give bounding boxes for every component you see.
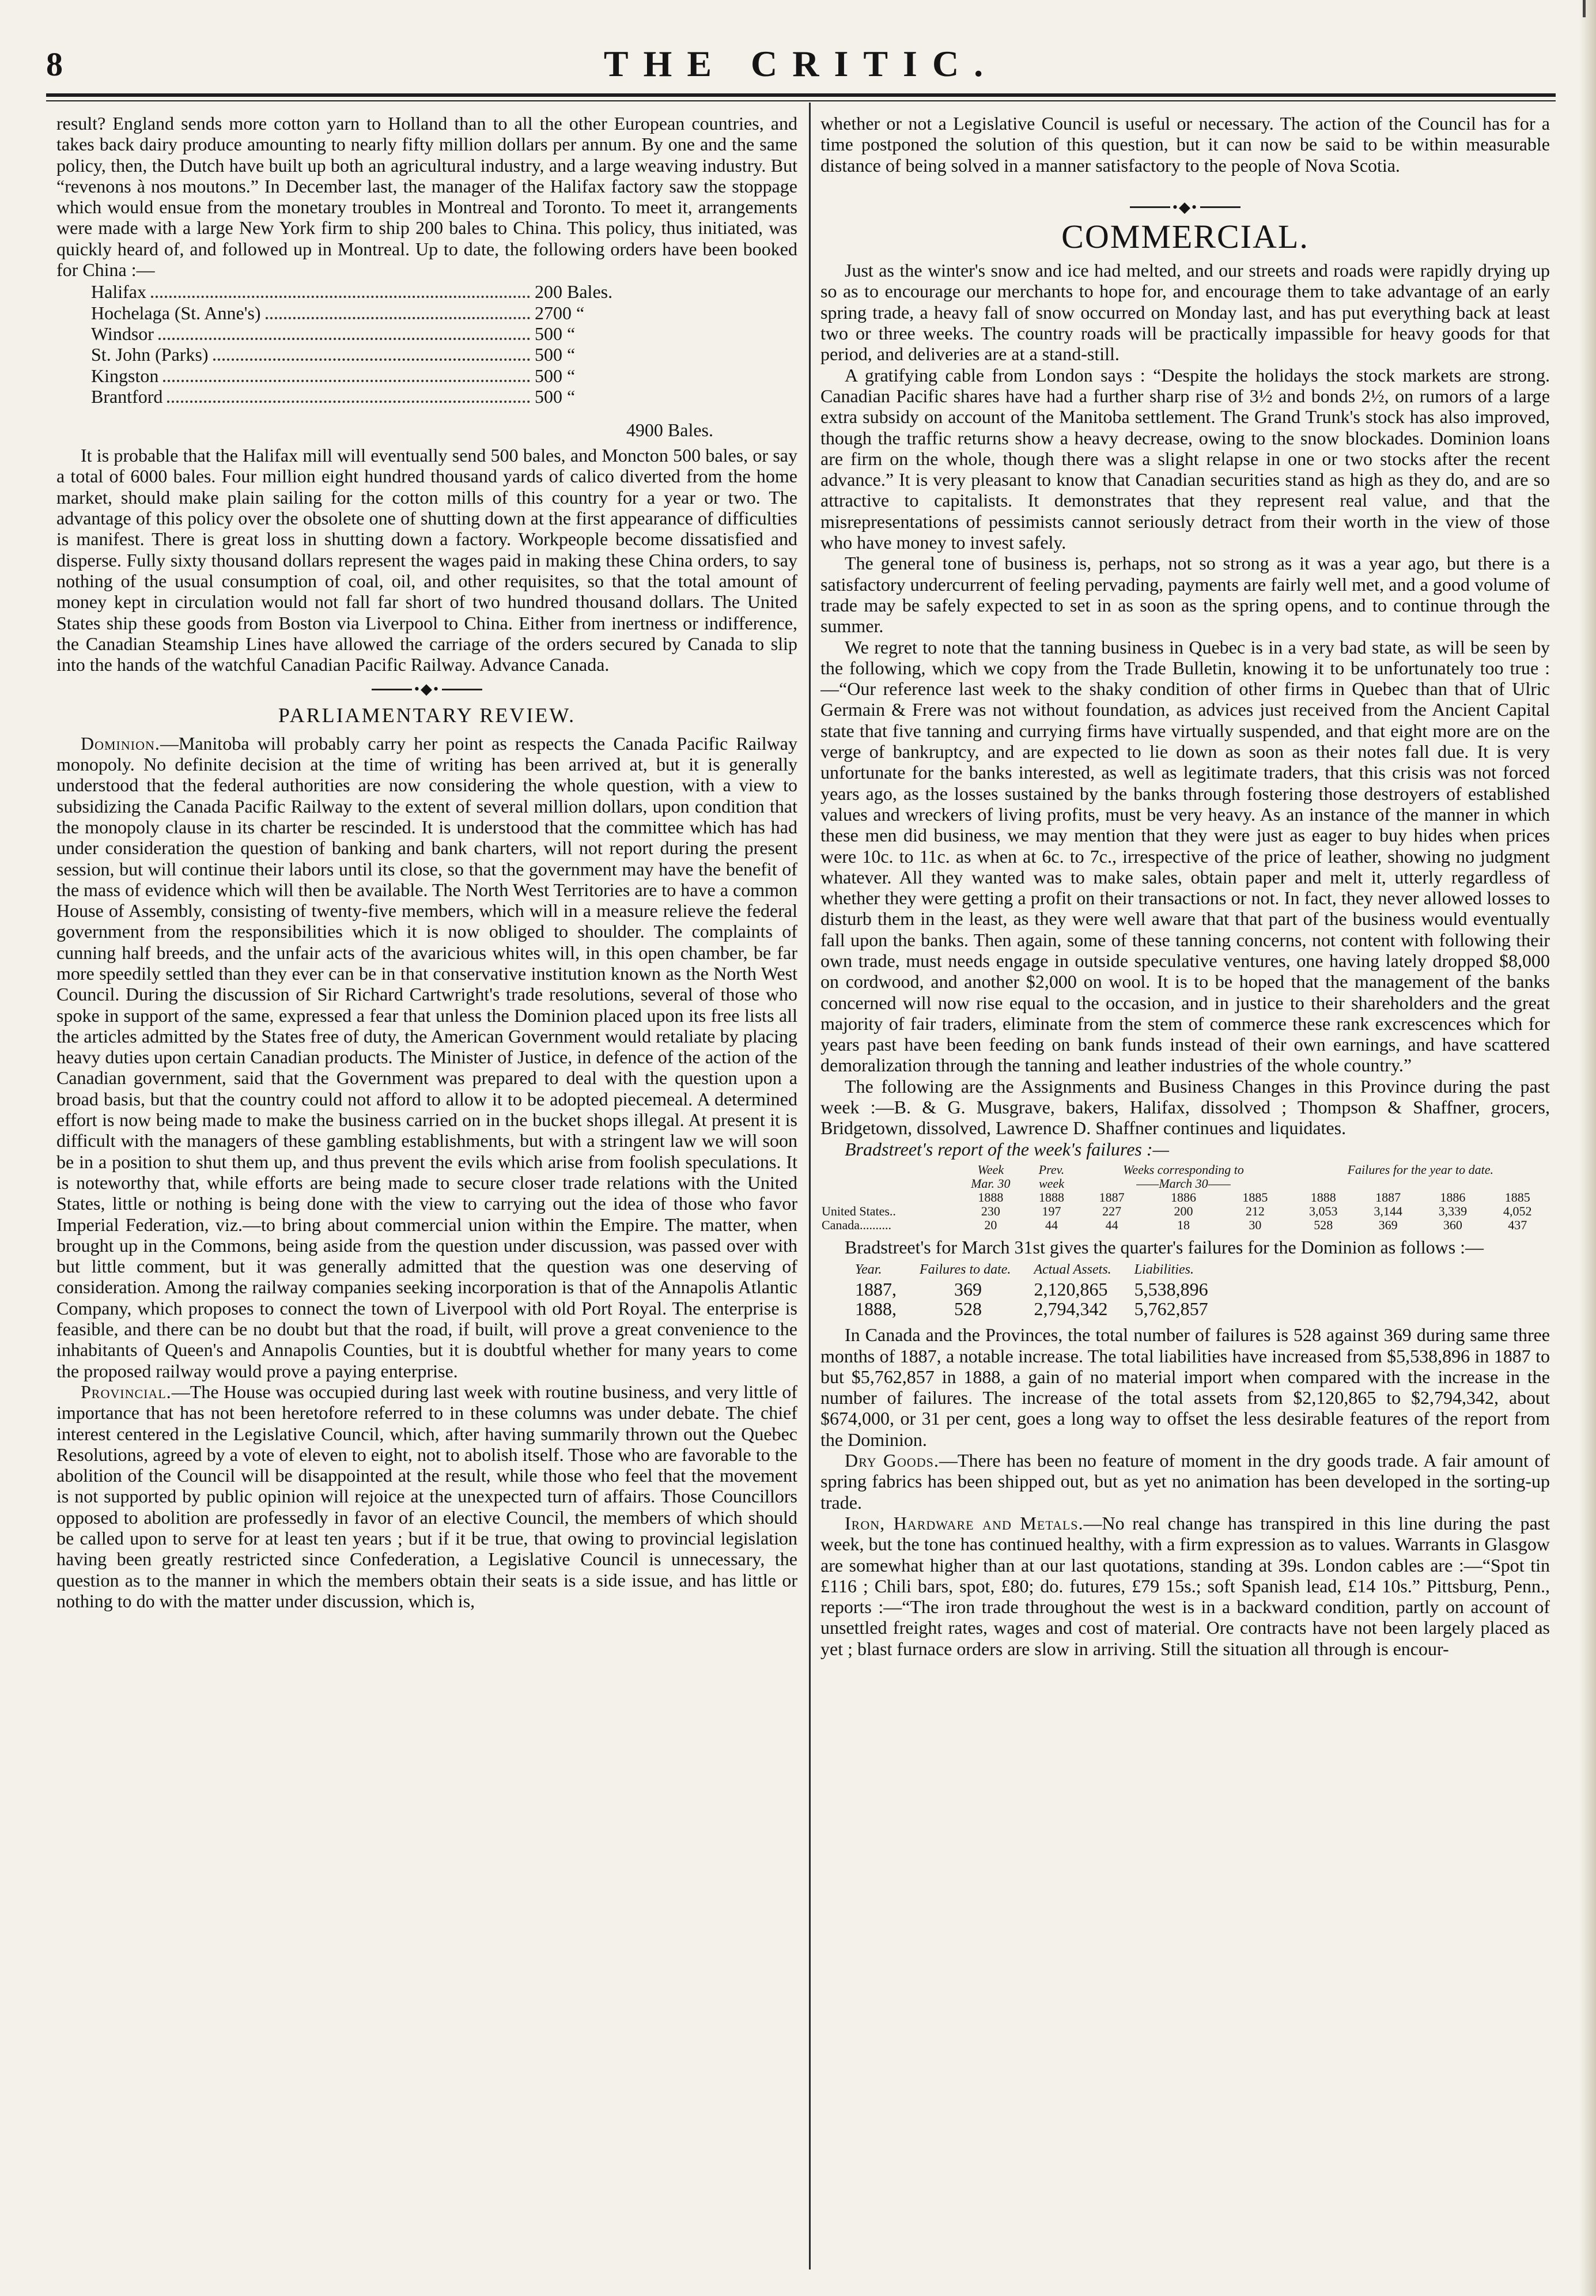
newspaper-title: THE CRITIC. [603, 43, 999, 84]
dry-goods-paragraph [820, 1450, 1550, 1513]
dry-goods-label: Dry Goods. [845, 1450, 939, 1471]
table-cell: 5,762,857 [1134, 1298, 1208, 1320]
bradstreet-intro: Bradstreet's report of the week's failures :— [845, 1138, 1169, 1160]
table-cell: 528 [1314, 1217, 1333, 1232]
table-cell: 1888 [1310, 1189, 1336, 1204]
table-row [820, 1204, 1550, 1218]
table-cell: 3,053 [1309, 1203, 1338, 1218]
table-header: Failures to date. [920, 1262, 1011, 1278]
table-cell: 44 [1105, 1217, 1118, 1232]
commercial-heading: COMMERCIAL. [1061, 217, 1309, 255]
section-ornament: •◆• [56, 675, 797, 704]
order-place: Halifax [91, 281, 146, 303]
right-column [820, 113, 1550, 2280]
table-cell: 369 [954, 1279, 982, 1300]
table-row [820, 1218, 1550, 1232]
leader-dots [158, 338, 530, 340]
order-quantity: 500 “ [535, 386, 576, 407]
table-cell: 18 [1177, 1217, 1190, 1232]
provincial-text: —The House was occupied during last week with routine business, and very little of importance that has not been heretofore referred to in these columns was under debate. The chief interest centered in the Legislative Council, which, after having summarily thrown out the Quebec Resolutions, agreed by a vote of eleven to eight, not to abolish itself. Those who are favorable to the abolition of the Council will be disappointed at the result, while those who feel that the movement is not supported by public opinion will rejoice at the unexpected turn of affairs. Those Councillors opposed to abolition are professedly in favor of an elective Council, the members of which should be called upon to serve for at least ten years ; but if it be true, that owing to provincial legislation having been greatly restricted since Confederation, a Legislative Council is unnecessary, the question as to the manner in which the members obtain their seats is a side issue, and has little or nothing to do with the matter under discussion, which is, [56, 1381, 797, 1611]
order-quantity: 200 Bales. [535, 281, 613, 303]
table-cell: 44 [1045, 1217, 1058, 1232]
dominion-paragraph [56, 733, 797, 1381]
table-header: Week [977, 1162, 1004, 1177]
header-rule-thick [46, 93, 1556, 97]
orders-total: 4900 Bales. [626, 420, 713, 441]
order-row [91, 323, 644, 344]
table-cell: 4,052 [1503, 1203, 1532, 1218]
table-cell: 227 [1102, 1203, 1122, 1218]
table-header: Year. [855, 1262, 882, 1278]
table-cell: 360 [1443, 1217, 1462, 1232]
cotton-article-intro: result? England sends more cotton yarn to Holland than to all the other European countries, and takes back dairy produce amounting to nearly fifty million dollars per annum. By one and the same policy, then, the Dutch have built up both an agricultural industry, and a large weaving industry. But “revenons à nos moutons.” In December last, the manager of the Halifax factory saw the stoppage which would ensue from the monetary troubles in Montreal and Toronto. To meet it, arrangements were made with a large New York firm to ship 200 bales to China. This policy, thus initiated, was quickly heard of, and followed up in Montreal. Up to date, the following orders have been booked for China :— [56, 113, 797, 281]
table-row-label: United States.. [822, 1203, 896, 1218]
table-cell: 369 [1378, 1217, 1398, 1232]
commercial-paragraph-2: A gratifying cable from London says : “Despite the holidays the stock markets are strong. Canadian Pacific shares have had a further sharp rise of 3½ and bonds 2½, on rumors of a large extra subsidy on account of the Manitoba settlement. The Grand Trunk's stock has also improved, though the traffic returns show a heavy decrease, owing to the snow blockades. Dominion loans are firm on the whole, though there was a slight relapse in one or two stocks after the recent advance.” It is very pleasant to know that Canadian securities stand as high as they do, and are so attractive to capitalists. It demonstrates that they represent real value, and that the misrepresentations of pessimists cannot seriously detract from their worth in the view of those who have money to invest safely. [820, 364, 1550, 553]
order-place: Kingston [91, 365, 159, 386]
order-row [91, 386, 644, 407]
table-cell: 1886 [1440, 1189, 1466, 1204]
table-year-row [820, 1191, 1550, 1204]
commercial-paragraph-1: Just as the winter's snow and ice had melted, and our streets and roads were rapidly drying up so as to encourage our merchants to hope for, and encourage them to take advantage of an early spring trade, a heavy fall of snow occurred on Monday last, and has put everything back at least two or three weeks. The country roads will be practically impassible for heavy goods for that period, and deliveries are at a stand-still. [820, 260, 1550, 365]
table-header: Prev. [1038, 1162, 1065, 1177]
table-header: ——March 30—— [1136, 1176, 1231, 1191]
table-cell: 2,794,342 [1034, 1298, 1108, 1320]
dry-goods-text: —There has been no feature of moment in the dry goods trade. A fair amount of spring fabrics has been shipped out, but as yet no animation has been developed in the sorting-up trade. [820, 1450, 1550, 1513]
table-row [855, 1279, 1231, 1299]
table-cell: 230 [981, 1203, 1000, 1218]
dominion-label: Dominion. [81, 732, 160, 754]
order-row [91, 344, 644, 365]
order-row [91, 281, 644, 302]
iron-paragraph [820, 1513, 1550, 1659]
table-header-row [855, 1260, 1231, 1279]
table-cell: 3,144 [1374, 1203, 1402, 1218]
order-place: St. John (Parks) [91, 344, 209, 365]
parliamentary-review-heading: PARLIAMENTARY REVIEW. [278, 704, 576, 727]
leader-dots [213, 358, 530, 361]
tanning-paragraph: We regret to note that the tanning business in Quebec is in a very bad state, as will be seen by the following, which we copy from the Trade Bulletin, knowing it to be unfortunately too true :—“Our reference last week to the shaky condition of other firms in Quebec than that of Ulric Germain & Frere was not without foundation, as advices just received from the Ancient Capital state that five tanning and currying firms have virtually suspended, and that eight more are on the verge of bankruptcy, and are expected to lie down as soon as their notes fall due. It is very unfortunate for the banks interested, as well as legitimate traders, that this crisis was not forced years ago, as the losses sustained by the banks through fostering those destroyers of established values and wreckers of living profits, must be very heavy. As an instance of the manner in which these men did business, we may mention that they were just as eager to buy hides when prices were 10c. to 11c. as when at 6c. to 7c., irrespective of the price of leather, showing no judgment whatever. All they wanted was to make sales, obtain paper and melt it, utterly regardless of whether they were getting a profit on their transactions or not. In fact, they never allowed losses to disturb them in the least, as they were well aware that that part of the business would eventually fall upon the banks. Then again, some of these tanning concerns, not content with following their own trade, must needs engage in outside speculative ventures, one having lately dropped $8,000 on cordwood, and another $2,000 on wool. It is to be hoped that the management of the banks concerned will now rise equal to the occasion, and in justice to their shareholders and the great majority of fair traders, eliminate from the stem of commerce these rank excrescences which for years past have been feeding on bank funds instead of their own earnings, and have scattered demoralization through the tanning and leather industries of the whole country.” [820, 636, 1550, 1076]
table-header: Liabilities. [1134, 1262, 1194, 1278]
page-edge [1580, 0, 1596, 2296]
table-cell: 1887, [855, 1279, 897, 1300]
left-column [56, 113, 797, 2280]
order-place: Windsor [91, 323, 154, 344]
provincial-paragraph [56, 1381, 797, 1611]
dominion-text: —Manitoba will probably carry her point as respects the Canada Pacific Railway monopoly. No definite decision at the time of writing has been arrived at, but it is generally understood that the federal authorities are now considering the whole question, with a view to subsidizing the Canada Pacific Railway to the extent of several million dollars, upon condition that the monopoly clause in its charter be rescinded. It is understood that the committee which has had under consideration the question of banking and bank charters, will not report during the present session, but will continue their labors until its close, so that the government may have the benefit of the mass of evidence which will then be available. The North West Territories are to have a common House of Assembly, consisting of twenty-five members, which will in a measure relieve the federal government from the responsibilities which it is now obliged to shoulder. The complaints of cunning half breeds, and the unfair acts of the avaricious whites will, in this open chamber, be far more speedily settled than they ever can be in that conservative institution known as the North West Council. During the discussion of Sir Richard Cartwright's trade resolutions, several of those who spoke in support of the same, expressed a fear that unless the Dominion placed upon its free lists all the articles admitted by the States free of duty, the American Government would retaliate by placing heavy duties upon certain Canadian products. The Minister of Justice, in defence of the action of the Canadian government, said that the Government was prepared to deal with the question upon a broad basis, but that the country could not afford to allow it to be adopted piecemeal. A determined effort is now being made to make the business carried on in the bucket shops illegal. At present it is difficult with the managers of these gambling establishments, but with a stringent law we will soon be in a position to shut them up, and thus prevent the evils which arise from foolish speculations. It is noteworthy that, while efforts are being made to secure closer trade relations with the United States, little or nothing is being done with the view to carrying out the idea of those who favor Imperial Federation, viz.—to bring about commercial union within the Empire. The matter, when brought up in the Commons, being aside from the question under discussion, was passed over with but little comment, but it was generally admitted that the question was one deserving of consideration. Among the railway companies seeking incorporation is that of the Annapolis Atlantic Company, which proposes to connect the town of Liverpool with old Port Royal. The enterprise is feasible, and there can be no doubt but that the road, if built, will prove a great convenience to the inhabitants of Queen's and Annapolis Counties, but it is doubtful whether for many years to come the proposed railway would prove a paying enterprise. [56, 732, 797, 1381]
order-row [91, 365, 644, 386]
table-cell: 2,120,865 [1034, 1279, 1108, 1300]
table-cell: 20 [984, 1217, 997, 1232]
canada-failures-paragraph: In Canada and the Provinces, the total number of failures is 528 against 369 during same three months of 1887, a notable increase. The total liabilities have increased from $5,538,896 in 1887 to but $5,762,857 in 1888, a gain of no material import when compared with the increase in the number of failures. The increase of the total assets from $2,120,865 to $2,794,342, about $674,000, or 31 per cent, goes a long way to offset the less desirable features of the report from the Dominion. [820, 1324, 1550, 1450]
order-place: Brantford [91, 386, 163, 407]
table-cell: 200 [1174, 1203, 1193, 1218]
order-place: Hochelaga (St. Anne's) [91, 302, 261, 323]
table-cell: 528 [954, 1298, 982, 1320]
table-header-row [820, 1177, 1550, 1191]
page-number: 8 [46, 46, 63, 83]
commercial-paragraph-3: The general tone of business is, perhaps, not so strong as it was a year ago, but there is a satisfactory undercurrent of feeling pervading, payments are fairly well met, and a good volume of trade may be safely expected to set in as soon as the spring opens, and to continue through the summer. [820, 553, 1550, 637]
table-row [855, 1299, 1231, 1319]
table-cell: 1885 [1242, 1189, 1268, 1204]
table-row-label: Canada.......... [822, 1217, 891, 1232]
assignments-paragraph: The following are the Assignments and Business Changes in this Province during the past week :—B. & G. Musgrave, bakers, Halifax, dissolved ; Thompson & Shaffner, grocers, Bridgetown, dissolved, Lawrence D. Shaffner continues and liquidates. [820, 1075, 1550, 1139]
provincial-label: Provincial. [81, 1381, 172, 1402]
table-cell: 3,339 [1438, 1203, 1468, 1218]
header-rule-thin [46, 100, 1556, 101]
table-header: week [1038, 1176, 1064, 1191]
table-cell: 197 [1042, 1203, 1061, 1218]
edge-mark [1583, 0, 1586, 17]
council-continuation: whether or not a Legislative Council is useful or necessary. The action of the Council has for a time postponed the solution of this question, but it can now be said to be within measurable distance of being solved in a manner satisfactory to the people of Nova Scotia. [820, 113, 1550, 176]
table-cell: 437 [1508, 1217, 1527, 1232]
table-cell: 1887 [1375, 1189, 1401, 1204]
table-header-row [820, 1163, 1550, 1177]
leader-dots [151, 296, 530, 298]
table-header: Mar. 30 [971, 1176, 1011, 1191]
order-quantity: 500 “ [535, 323, 576, 344]
leader-dots [266, 317, 530, 319]
table-cell: 1886 [1171, 1189, 1196, 1204]
section-ornament: •◆• [820, 193, 1550, 222]
quarter-failures-table [855, 1260, 1231, 1319]
leader-dots [163, 380, 530, 382]
table-cell: 1888 [978, 1189, 1004, 1204]
table-cell: 212 [1245, 1203, 1265, 1218]
table-cell: 5,538,896 [1134, 1279, 1208, 1300]
order-quantity: 500 “ [535, 365, 576, 386]
table-cell: 30 [1249, 1217, 1262, 1232]
order-row [91, 303, 644, 323]
china-orders-list [91, 281, 644, 407]
table-header: Actual Assets. [1034, 1262, 1111, 1278]
table-header: Failures for the year to date. [1347, 1162, 1493, 1177]
order-quantity: 500 “ [535, 344, 576, 365]
leader-dots [167, 401, 530, 403]
table-cell: 1888 [1038, 1189, 1064, 1204]
bradstreet-quarter-intro: Bradstreet's for March 31st gives the quarter's failures for the Dominion as follows :— [845, 1236, 1484, 1257]
table-header: Weeks corresponding to [1123, 1162, 1244, 1177]
iron-text: —No real change has transpired in this line during the past week, but the tone has continued healthy, with a firm expression as to values. Warrants in Glasgow are somewhat higher than at our last quotations, standing at 39s. London cables are :—“Spot tin £116 ; Chili bars, spot, £80; do. futures, £79 15s.; soft Spanish lead, £14 10s.” Pittsburg, Penn., reports :—“The iron trade throughout the west is in a backward condition, partly on account of unsettled freight rates, wages and cost of material. Ore contracts have not been largely placed as yet ; blast furnace orders are slow in arriving. Still the situation all through is encour- [820, 1512, 1550, 1659]
table-cell: 1885 [1504, 1189, 1530, 1204]
iron-label: Iron, Hardware and Metals. [845, 1512, 1084, 1534]
order-quantity: 2700 “ [535, 302, 585, 323]
cotton-article-body: It is probable that the Halifax mill will eventually send 500 bales, and Moncton 500 bales, or say a total of 6000 bales. Four million eight hundred thousand yards of calico diverted from the home market, should make plain sailing for the cotton mills of this country for a year or two. The advantage of this policy over the obsolete one of shutting down at the first appearance of difficulties is manifest. There is great loss in shutting down a factory. Workpeople become dissatisfied and disperse. Fully sixty thousand dollars represent the wages paid in making these China orders, to say nothing of the usual consumption of coal, oil, and other requisites, so that the total amount of money kept in circulation would not fall far short of two hundred thousand dollars. The United States ship these goods from Boston via Liverpool to China. Either from inertness or indifference, the Canadian Steamship Lines have allowed the carriage of the orders secured by Canada to slip into the hands of the watchful Canadian Pacific Railway. Advance Canada. [56, 445, 797, 675]
column-divider [809, 103, 811, 2269]
weekly-failures-table [820, 1163, 1550, 1232]
table-cell: 1887 [1099, 1189, 1125, 1204]
table-cell: 1888, [855, 1298, 897, 1320]
